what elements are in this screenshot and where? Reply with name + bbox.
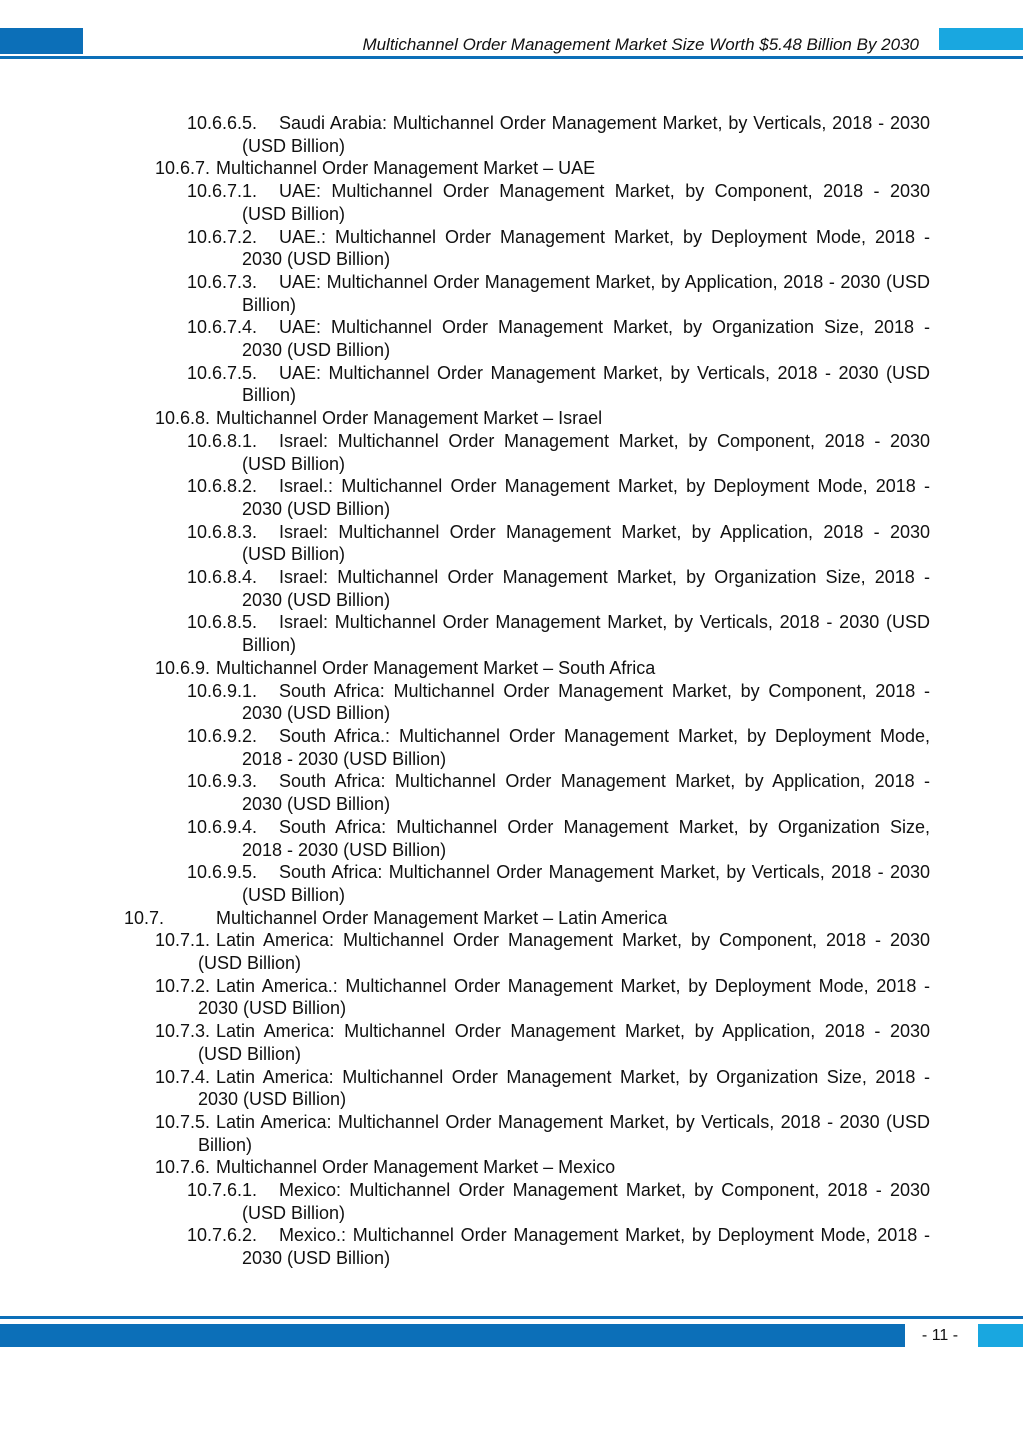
toc-entry-text: Israel: Multichannel Order Management Market, by Organization Size, 2018 - 2030 (USD Billion)	[242, 567, 930, 610]
toc-entry-text: Mexico.: Multichannel Order Management Market, by Deployment Mode, 2018 - 2030 (USD Billion)	[242, 1225, 930, 1269]
toc-entry-number: 10.7.6.1.	[187, 1180, 258, 1201]
toc-entry	[0, 1179, 1023, 1224]
footer-accent-block-right	[978, 1324, 1023, 1347]
toc-entry-number: 10.6.8.	[155, 408, 211, 429]
toc-entry-number: 10.6.8.4.	[187, 567, 258, 588]
toc-entry	[0, 611, 1023, 656]
toc-entry-text: South Africa: Multichannel Order Management Market, by Verticals, 2018 - 2030 (USD Billion)	[242, 862, 930, 905]
footer-accent-bar	[0, 1324, 905, 1347]
toc-entry-number: 10.7.5.	[155, 1111, 211, 1132]
toc-entry-text: Multichannel Order Management Market – Latin America	[216, 907, 668, 928]
toc-entry	[0, 226, 1023, 271]
toc-entry-number: 10.7.6.2.	[187, 1225, 258, 1246]
toc-entry	[0, 430, 1023, 475]
toc-entry	[0, 1111, 1023, 1156]
toc-entry-text: South Africa: Multichannel Order Management Market, by Component, 2018 - 2030 (USD Billion)	[242, 680, 930, 724]
toc-entry-text: Latin America: Multichannel Order Management Market, by Component, 2018 - 2030 (USD Billion)	[198, 930, 930, 974]
toc-entry-number: 10.6.7.2.	[187, 226, 258, 247]
toc-entry-number: 10.6.7.5.	[187, 362, 258, 383]
toc-entry-number: 10.6.8.2.	[187, 476, 258, 497]
toc-entry	[0, 725, 1023, 770]
toc-entry-number: 10.6.8.5.	[187, 612, 258, 633]
toc-entry	[0, 657, 1023, 680]
toc-entry-number: 10.7.2.	[155, 975, 211, 996]
toc-entry-number: 10.7.3.	[155, 1021, 211, 1042]
toc-entry	[0, 566, 1023, 611]
toc-entry-text: Multichannel Order Management Market – Mexico	[216, 1157, 616, 1178]
toc-entry	[0, 1020, 1023, 1065]
toc-entry-text: UAE: Multichannel Order Management Market, by Verticals, 2018 - 2030 (USD Billion)	[242, 362, 930, 406]
toc-entry-number: 10.6.8.3.	[187, 521, 258, 542]
toc-entry-text: Latin America: Multichannel Order Management Market, by Verticals, 2018 - 2030 (USD Billion)	[198, 1111, 930, 1155]
toc-entry-text: Multichannel Order Management Market – Israel	[216, 408, 603, 429]
toc-entry-number: 10.6.7.3.	[187, 271, 258, 292]
toc-entry-text: Israel.: Multichannel Order Management Market, by Deployment Mode, 2018 - 2030 (USD Billion)	[242, 476, 930, 519]
toc-entry-text: Multichannel Order Management Market – UAE	[216, 158, 596, 179]
table-of-contents	[0, 112, 1023, 1270]
toc-entry-text: UAE: Multichannel Order Management Market, by Organization Size, 2018 - 2030 (USD Billion)	[242, 317, 930, 361]
toc-entry-text: Latin America: Multichannel Order Management Market, by Application, 2018 - 2030 (USD Billion)	[198, 1021, 930, 1064]
toc-entry-number: 10.7.6.	[155, 1157, 211, 1178]
toc-entry	[0, 157, 1023, 180]
toc-entry-text: Israel: Multichannel Order Management Market, by Verticals, 2018 - 2030 (USD Billion)	[242, 612, 930, 656]
page-number: - 11 -	[921, 1327, 959, 1344]
toc-entry	[0, 362, 1023, 407]
toc-entry	[0, 861, 1023, 906]
toc-entry-number: 10.7.	[124, 907, 165, 928]
toc-entry-number: 10.6.6.5.	[187, 113, 258, 133]
toc-entry	[0, 475, 1023, 520]
toc-entry-number: 10.6.9.2.	[187, 725, 258, 746]
footer-rule	[0, 1316, 1023, 1319]
toc-entry-number: 10.7.4.	[155, 1066, 211, 1087]
toc-entry-text: Latin America: Multichannel Order Management Market, by Organization Size, 2018 - 2030 (USD Billion)	[198, 1066, 930, 1110]
toc-entry	[0, 680, 1023, 725]
header-title: Multichannel Order Management Market Size Worth $5.48 Billion By 2030	[362, 35, 919, 54]
toc-entry	[0, 521, 1023, 566]
toc-entry	[0, 907, 1023, 930]
toc-entry	[0, 770, 1023, 815]
toc-entry-text: South Africa.: Multichannel Order Management Market, by Deployment Mode, 2018 - 2030 (USD Billion)	[242, 725, 930, 769]
toc-entry	[0, 407, 1023, 430]
toc-entry	[0, 180, 1023, 225]
toc-entry	[0, 975, 1023, 1020]
toc-entry-number: 10.7.1.	[155, 930, 211, 951]
toc-entry	[0, 816, 1023, 861]
toc-entry-text: South Africa: Multichannel Order Management Market, by Organization Size, 2018 - 2030 (USD Billion)	[242, 816, 930, 860]
toc-entry-number: 10.6.9.4.	[187, 816, 258, 837]
toc-entry-text: Latin America.: Multichannel Order Management Market, by Deployment Mode, 2018 - 2030 (USD Billion)	[198, 975, 930, 1019]
toc-entry-number: 10.6.9.3.	[187, 771, 258, 792]
toc-entry	[0, 1156, 1023, 1179]
header-accent-block-right	[939, 28, 1023, 50]
toc-entry	[0, 1066, 1023, 1111]
toc-entry-number: 10.6.9.	[155, 657, 211, 678]
toc-entry-number: 10.6.9.5.	[187, 862, 258, 883]
toc-entry-text: UAE.: Multichannel Order Management Market, by Deployment Mode, 2018 - 2030 (USD Billion)	[242, 226, 930, 270]
toc-entry-text: UAE: Multichannel Order Management Market, by Application, 2018 - 2030 (USD Billion)	[242, 271, 930, 315]
toc-entry-number: 10.6.7.1.	[187, 181, 258, 202]
toc-entry	[0, 1224, 1023, 1269]
toc-entry-text: Mexico: Multichannel Order Management Market, by Component, 2018 - 2030 (USD Billion)	[242, 1180, 930, 1223]
toc-entry-text: South Africa: Multichannel Order Management Market, by Application, 2018 - 2030 (USD Billion)	[242, 771, 930, 815]
toc-entry-text: Israel: Multichannel Order Management Market, by Application, 2018 - 2030 (USD Billion)	[242, 521, 930, 565]
toc-entry-number: 10.6.8.1.	[187, 430, 258, 451]
toc-entry	[0, 316, 1023, 361]
toc-entry-number: 10.6.7.	[155, 158, 211, 179]
toc-entry-number: 10.6.7.4.	[187, 317, 258, 338]
toc-entry-text: Multichannel Order Management Market – South Africa	[216, 657, 656, 678]
toc-entry	[0, 112, 1023, 157]
header-rule	[0, 56, 1023, 59]
toc-entry	[0, 271, 1023, 316]
toc-entry-text: Saudi Arabia: Multichannel Order Management Market, by Verticals, 2018 - 2030 (USD Billion)	[242, 113, 930, 156]
toc-entry-text: Israel: Multichannel Order Management Market, by Component, 2018 - 2030 (USD Billion)	[242, 430, 930, 474]
toc-entry-text: UAE: Multichannel Order Management Market, by Component, 2018 - 2030 (USD Billion)	[242, 181, 930, 224]
toc-entry	[0, 929, 1023, 974]
toc-entry-number: 10.6.9.1.	[187, 680, 258, 701]
